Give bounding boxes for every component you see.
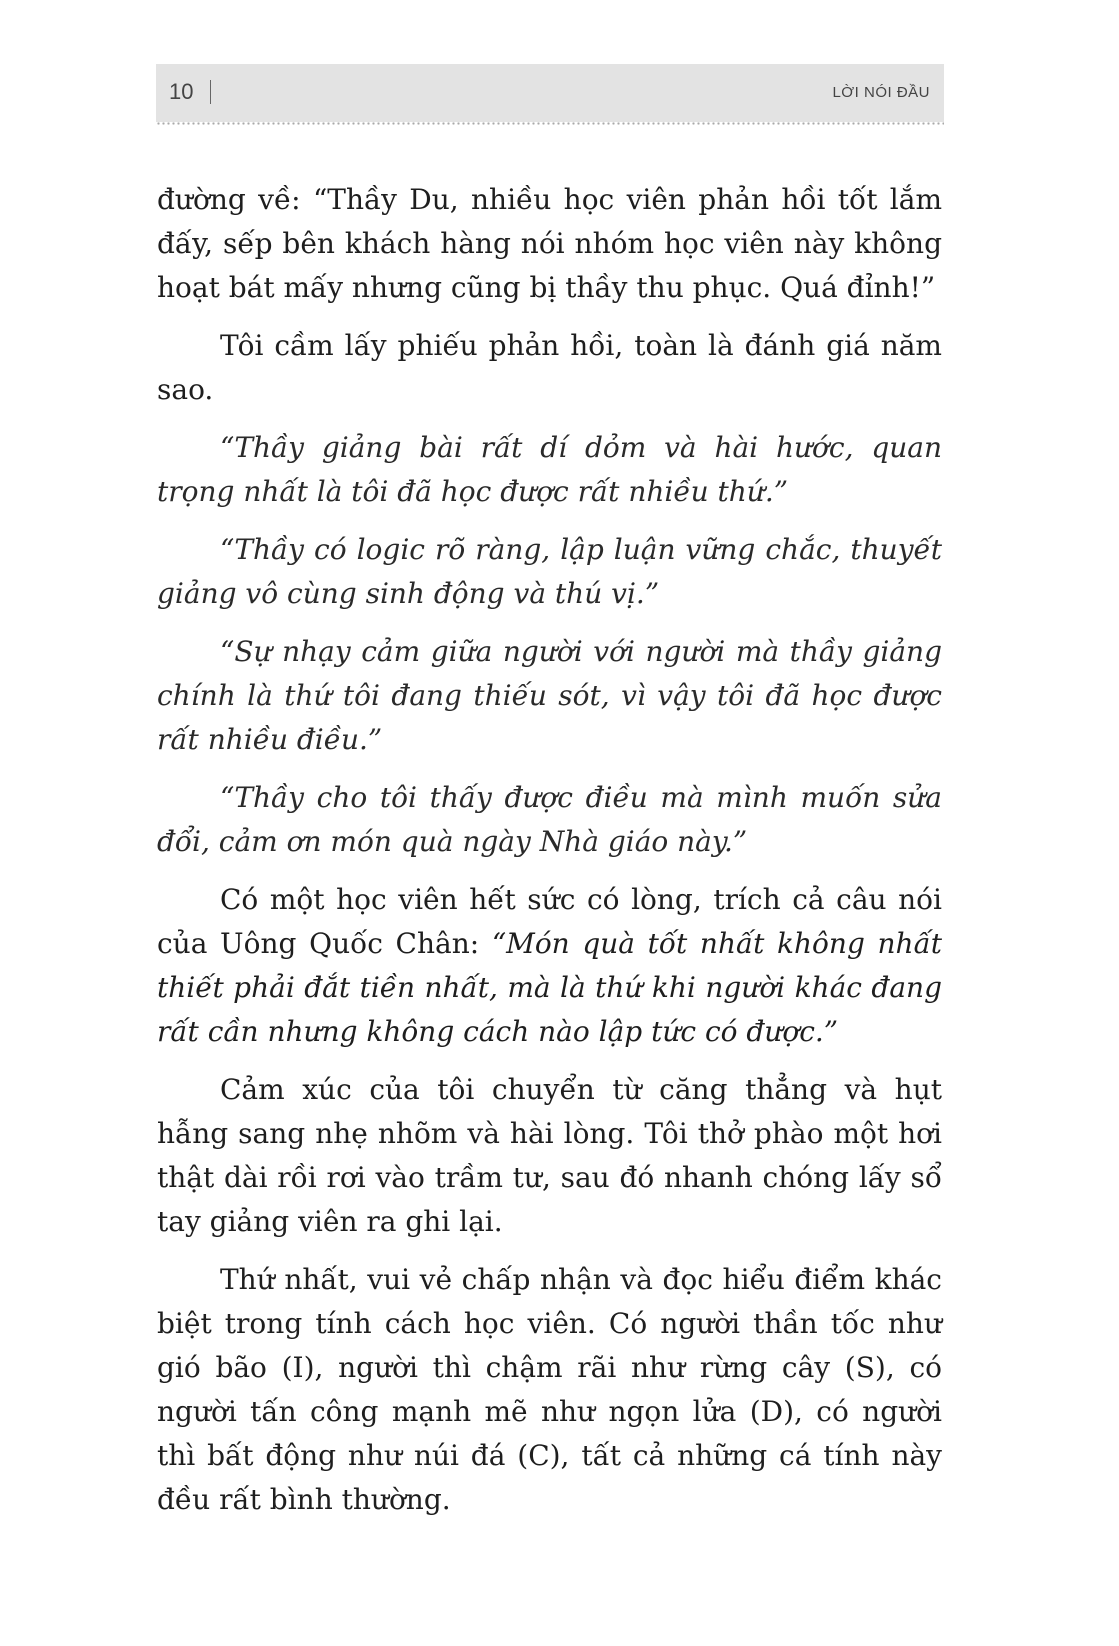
page-number: 10 bbox=[169, 79, 194, 104]
feedback-quote-3: “Sự nhạy cảm giữa người với người mà thầy giảng chính là thứ tôi đang thiếu sót, vì vậy tôi đã học được rất nhiều điều.” bbox=[157, 635, 942, 756]
paragraph-continuation: đường về: “Thầy Du, nhiều học viên phản hồi tốt lắm đấy, sếp bên khách hàng nói nhóm học viên này không hoạt bát mấy nhưng cũng bị thầy thu phục. Quá đỉnh!” bbox=[157, 183, 942, 304]
paragraph-student-quote bbox=[157, 878, 942, 1054]
paragraph-first-point: Thứ nhất, vui vẻ chấp nhận và đọc hiểu điểm khác biệt trong tính cách học viên. Có người thần tốc như gió bão (I), người thì chậm rãi như rừng cây (S), có người tấn công mạnh mẽ như ngọn lửa (D), có người thì bất động như núi đá (C), tất cả những cá tính này đều rất bình thường. bbox=[157, 1263, 942, 1516]
paragraph-student-quote-lead: Có một học viên hết sức có lòng, trích cả câu nói của Uông Quốc Chân: bbox=[157, 883, 942, 960]
page-body bbox=[157, 178, 942, 1536]
quoted-saying: “Món quà tốt nhất không nhất thiết phải đắt tiền nhất, mà là thứ khi người khác đang rất cần nhưng không cách nào lập tức có được.” bbox=[157, 927, 942, 1048]
header-divider bbox=[210, 80, 211, 104]
feedback-quote-2: “Thầy có logic rõ ràng, lập luận vững chắc, thuyết giảng vô cùng sinh động và thú vị.” bbox=[157, 533, 942, 610]
running-header bbox=[156, 64, 944, 122]
feedback-quote-4: “Thầy cho tôi thấy được điều mà mình muốn sửa đổi, cảm ơn món quà ngày Nhà giáo này.” bbox=[157, 781, 942, 858]
paragraph-emotions: Cảm xúc của tôi chuyển từ căng thẳng và hụt hẫng sang nhẹ nhõm và hài lòng. Tôi thở phào một hơi thật dài rồi rơi vào trầm tư, sau đó nhanh chóng lấy sổ tay giảng viên ra ghi lại. bbox=[157, 1073, 942, 1238]
paragraph-feedback-intro: Tôi cầm lấy phiếu phản hồi, toàn là đánh giá năm sao. bbox=[157, 329, 942, 406]
chapter-title: LỜI NÓI ĐẦU bbox=[832, 84, 930, 101]
header-dotted-rule bbox=[156, 122, 944, 125]
feedback-quote-1: “Thầy giảng bài rất dí dỏm và hài hước, quan trọng nhất là tôi đã học được rất nhiều thứ.” bbox=[157, 431, 942, 508]
